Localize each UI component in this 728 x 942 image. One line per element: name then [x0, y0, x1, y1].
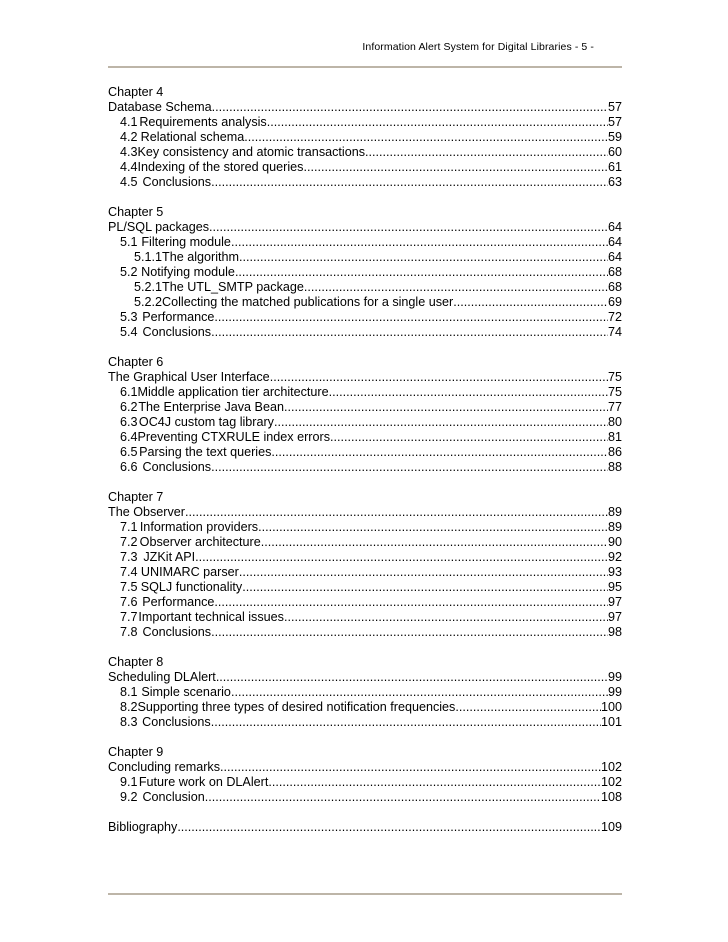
toc-entry-title: Observer architecture	[139, 535, 261, 549]
toc-entry-section[interactable]	[108, 415, 622, 430]
toc-entry-page: 81	[607, 430, 622, 444]
section-number: 4.5	[120, 175, 138, 189]
section-number: 7.1	[120, 520, 138, 534]
toc-entry-section[interactable]	[108, 595, 622, 610]
toc-entry-title: Middle application tier architecture	[137, 385, 329, 399]
toc-entry-section[interactable]	[108, 115, 622, 130]
toc-entry-section[interactable]	[108, 685, 622, 700]
toc-entry-page: 97	[607, 610, 622, 624]
section-number: 4.4	[120, 160, 138, 174]
toc-entry-section[interactable]	[108, 790, 622, 805]
toc-entry-page: 68	[607, 280, 622, 294]
toc-entry-section[interactable]	[108, 145, 622, 160]
toc-entry-page: 74	[607, 325, 622, 339]
section-number: 4.3	[120, 145, 138, 159]
dot-leader	[235, 265, 608, 280]
toc-entry-page: 64	[607, 235, 622, 249]
toc-entry-page: 64	[607, 220, 622, 234]
toc-entry-section[interactable]	[108, 280, 622, 295]
section-number: 5.2.1	[134, 280, 163, 294]
chapter-label: Chapter 4	[108, 85, 164, 99]
dot-leader	[271, 445, 608, 460]
dot-leader	[258, 520, 608, 535]
toc-entry-chapter[interactable]	[108, 100, 622, 115]
toc-entry-title: Conclusions	[142, 715, 211, 729]
dot-leader	[365, 145, 608, 160]
dot-leader	[453, 295, 608, 310]
toc-entry-page: 60	[607, 145, 622, 159]
dot-leader	[211, 625, 608, 640]
section-number: 4.2	[120, 130, 138, 144]
dot-leader	[185, 505, 608, 520]
toc-entry-title: Simple scenario	[141, 685, 231, 699]
toc-entry-page: 89	[607, 520, 622, 534]
dot-leader	[242, 580, 608, 595]
toc-entry-section[interactable]	[108, 250, 622, 265]
toc-entry-chapter[interactable]	[108, 670, 622, 685]
chapter-block	[108, 355, 622, 475]
dot-leader	[284, 610, 608, 625]
toc-entry-page: 63	[607, 175, 622, 189]
section-number: 7.5	[120, 580, 138, 594]
toc-entry-section[interactable]	[108, 385, 622, 400]
toc-entry-page: 99	[607, 685, 622, 699]
dot-leader	[211, 325, 608, 340]
dot-leader	[329, 385, 608, 400]
section-number: 5.2.2	[134, 295, 163, 309]
dot-leader	[212, 100, 608, 115]
toc-entry-title: Indexing of the stored queries	[137, 160, 304, 174]
section-number: 9.2	[120, 790, 138, 804]
section-number: 6.2	[120, 400, 138, 414]
toc-entry-page: 75	[607, 385, 622, 399]
toc-entry-title: Supporting three types of desired notification frequencies	[137, 700, 456, 714]
toc-entry-page: 69	[607, 295, 622, 309]
toc-entry-page: 93	[607, 565, 622, 579]
toc-entry-title: Conclusion	[142, 790, 205, 804]
toc-entry-title: Concluding remarks	[108, 760, 220, 774]
toc-entry-title: JZKit API	[143, 550, 196, 564]
dot-leader	[304, 280, 608, 295]
toc-entry-page: 102	[600, 760, 622, 774]
toc-entry-title: OC4J custom tag library	[138, 415, 274, 429]
toc-entry-title: Conclusions	[142, 625, 212, 639]
toc-entry-section[interactable]	[108, 430, 622, 445]
toc-entry-section[interactable]	[108, 325, 622, 340]
toc-entry-section[interactable]	[108, 235, 622, 250]
toc-entry-title: The UTL_SMTP package	[162, 280, 304, 294]
section-number: 7.3	[120, 550, 138, 564]
toc-entry-title: Notifying module	[141, 265, 235, 279]
toc-entry-title: Database Schema	[108, 100, 212, 114]
dot-leader	[231, 685, 608, 700]
toc-entry-page: 64	[607, 250, 622, 264]
toc-entry-section[interactable]	[108, 610, 622, 625]
section-number: 6.3	[120, 415, 138, 429]
toc-entry-title: The algorithm	[162, 250, 240, 264]
dot-leader	[195, 550, 608, 565]
toc-entry-bibliography[interactable]	[108, 820, 622, 835]
toc-entry-section[interactable]	[108, 625, 622, 640]
dot-leader	[261, 535, 608, 550]
toc-entry-page: 57	[607, 100, 622, 114]
chapter-label: Chapter 8	[108, 655, 164, 669]
dot-leader	[284, 400, 608, 415]
toc-entry-chapter[interactable]	[108, 370, 622, 385]
dot-leader	[274, 415, 608, 430]
section-number: 6.1	[120, 385, 138, 399]
toc-entry-chapter[interactable]	[108, 760, 622, 775]
toc-entry-title: Conclusions	[142, 460, 212, 474]
section-number: 9.1	[120, 775, 138, 789]
dot-leader	[177, 820, 601, 835]
toc-entry-title: The Graphical User Interface	[108, 370, 270, 384]
toc-entry-title: PL/SQL packages	[108, 220, 210, 234]
section-number: 7.8	[120, 625, 138, 639]
toc-entry-title: UNIMARC parser	[140, 565, 239, 579]
section-number: 5.4	[120, 325, 138, 339]
section-number: 7.7	[120, 610, 138, 624]
section-number: 7.4	[120, 565, 138, 579]
toc-entry-page: 75	[607, 370, 622, 384]
toc-chapters	[108, 85, 622, 805]
toc-entry-page: 99	[607, 670, 622, 684]
dot-leader	[455, 700, 601, 715]
toc-entry-page: 95	[607, 580, 622, 594]
dot-leader	[214, 310, 608, 325]
dot-leader	[211, 460, 608, 475]
section-number: 5.1.1	[134, 250, 163, 264]
chapter-label: Chapter 5	[108, 205, 164, 219]
header-rule	[108, 66, 622, 68]
toc-entry-page: 98	[607, 625, 622, 639]
section-number: 8.2	[120, 700, 138, 714]
dot-leader	[220, 760, 601, 775]
section-number: 5.3	[120, 310, 138, 324]
section-number: 4.1	[120, 115, 138, 129]
dot-leader	[214, 595, 608, 610]
toc-entry-page: 102	[600, 775, 622, 789]
section-number: 6.6	[120, 460, 138, 474]
toc-entry-section[interactable]	[108, 715, 622, 730]
toc-entry-chapter[interactable]	[108, 505, 622, 520]
toc-entry-title: Requirements analysis	[139, 115, 267, 129]
toc-entry-section[interactable]	[108, 535, 622, 550]
toc-entry-page: 77	[607, 400, 622, 414]
toc-entry-title: Conclusions	[142, 325, 212, 339]
section-number: 8.1	[120, 685, 138, 699]
toc-entry-title: Filtering module	[141, 235, 231, 249]
toc-entry-section[interactable]	[108, 460, 622, 475]
toc-entry-page: 101	[600, 715, 622, 729]
toc-entry-page: 97	[607, 595, 622, 609]
chapter-block	[108, 85, 622, 190]
toc-entry-page: 89	[607, 505, 622, 519]
toc-entry-page: 88	[607, 460, 622, 474]
toc-entry-section[interactable]	[108, 130, 622, 145]
toc-entry-title: Scheduling DLAlert	[108, 670, 216, 684]
toc-entry-page: 108	[600, 790, 622, 804]
toc-entry-page: 80	[607, 415, 622, 429]
toc-entry-section[interactable]	[108, 700, 622, 715]
toc-entry-title: Collecting the matched publications for a single user	[162, 295, 454, 309]
dot-leader	[216, 670, 608, 685]
toc-entry-title: The Observer	[108, 505, 185, 519]
toc-entry-title: Future work on DLAlert	[138, 775, 269, 789]
toc-entry-section[interactable]	[108, 565, 622, 580]
toc-entry-title: Conclusions	[142, 175, 212, 189]
toc-entry-section[interactable]	[108, 175, 622, 190]
dot-leader	[205, 790, 601, 805]
footer-rule	[108, 893, 622, 895]
toc-entry-page: 59	[607, 130, 622, 144]
toc-entry-page: 92	[607, 550, 622, 564]
toc-entry-page: 86	[607, 445, 622, 459]
dot-leader	[209, 220, 608, 235]
toc-entry-section[interactable]	[108, 400, 622, 415]
dot-leader	[267, 115, 608, 130]
toc-entry-section[interactable]	[108, 550, 622, 565]
chapter-block	[108, 745, 622, 805]
running-header: Information Alert System for Digital Libraries - 5 -	[362, 41, 594, 53]
toc-entry-title: Performance	[142, 310, 215, 324]
section-number: 8.3	[120, 715, 138, 729]
toc-entry-section[interactable]	[108, 265, 622, 280]
toc-entry-page: 72	[607, 310, 622, 324]
dot-leader	[270, 370, 608, 385]
chapter-block	[108, 490, 622, 640]
dot-leader	[330, 430, 608, 445]
toc-entry-title: Parsing the text queries	[139, 445, 272, 459]
section-number: 7.2	[120, 535, 138, 549]
toc-entry-page: 61	[607, 160, 622, 174]
dot-leader	[239, 565, 608, 580]
toc-entry-section[interactable]	[108, 295, 622, 310]
toc-entry-page: 57	[607, 115, 622, 129]
chapter-label: Chapter 7	[108, 490, 164, 504]
toc-entry-title: Relational schema	[140, 130, 245, 144]
toc-entry-section[interactable]	[108, 520, 622, 535]
chapter-block	[108, 655, 622, 730]
toc-entry-section[interactable]	[108, 580, 622, 595]
toc-entry-section[interactable]	[108, 775, 622, 790]
dot-leader	[211, 715, 601, 730]
toc-entry-page: 90	[607, 535, 622, 549]
toc-entry-section[interactable]	[108, 310, 622, 325]
toc-entry-title: The Enterprise Java Bean	[138, 400, 284, 414]
toc-entry-title: SQLJ functionality	[140, 580, 243, 594]
toc-entry-page: 68	[607, 265, 622, 279]
toc-entry-page: 109	[600, 820, 622, 834]
chapter-block	[108, 205, 622, 340]
dot-leader	[268, 775, 601, 790]
section-number: 7.6	[120, 595, 138, 609]
toc-entry-title: Bibliography	[108, 820, 178, 834]
toc-entry-page: 100	[600, 700, 622, 714]
dot-leader	[231, 235, 608, 250]
chapter-label: Chapter 6	[108, 355, 164, 369]
toc-entry-title: Key consistency and atomic transactions	[137, 145, 366, 159]
dot-leader	[303, 160, 608, 175]
toc-entry-section[interactable]	[108, 160, 622, 175]
dot-leader	[211, 175, 608, 190]
section-number: 6.5	[120, 445, 138, 459]
toc-entry-title: Performance	[142, 595, 215, 609]
section-number: 5.2	[120, 265, 138, 279]
section-number: 6.4	[120, 430, 138, 444]
toc-entry-title: Information providers	[139, 520, 259, 534]
toc-entry-title: Preventing CTXRULE index errors	[137, 430, 330, 444]
dot-leader	[244, 130, 608, 145]
toc-entry-chapter[interactable]	[108, 220, 622, 235]
chapter-label: Chapter 9	[108, 745, 164, 759]
toc-entry-title: Important technical issues	[138, 610, 284, 624]
dot-leader	[239, 250, 608, 265]
section-number: 5.1	[120, 235, 138, 249]
toc-entry-section[interactable]	[108, 445, 622, 460]
table-of-contents	[108, 85, 622, 835]
